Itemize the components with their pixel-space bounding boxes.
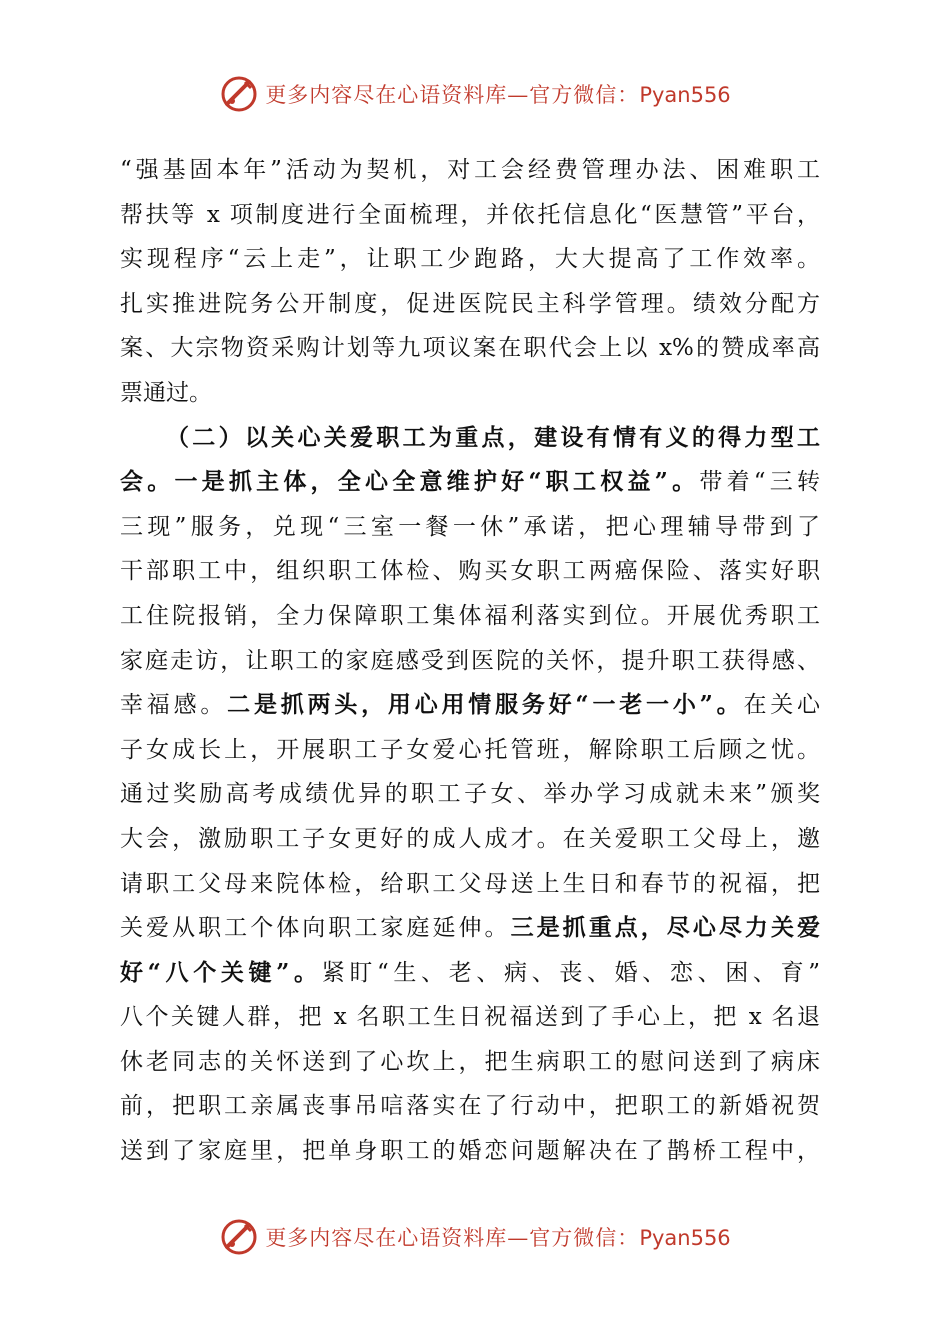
text-line: 休老同志的关怀送到了心坎上，把生病职工的慰问送到了病床 bbox=[120, 1048, 820, 1075]
text-run: 在关心 bbox=[743, 692, 821, 719]
paragraph-2 bbox=[120, 416, 820, 1174]
text-run: 关爱从职工个体向职工家庭延伸。 bbox=[120, 915, 511, 942]
text-line bbox=[120, 906, 820, 951]
section-heading bbox=[120, 416, 820, 461]
text-line: 扎实推进院务公开制度，促进医院民主科学管理。绩效分配方 bbox=[120, 290, 820, 317]
text-line: 请职工父母来院体检，给职工父母送上生日和春节的祝福，把 bbox=[120, 870, 820, 897]
text-run: 带着“三转 bbox=[699, 469, 820, 496]
text-run: 幸福感。 bbox=[120, 692, 228, 719]
banner-text bbox=[265, 1222, 730, 1252]
banner-text bbox=[265, 79, 730, 109]
banner-cn: 更多内容尽在心语资料库—官方微信： bbox=[265, 83, 640, 107]
banner-wechat-id: Pyan556 bbox=[639, 83, 731, 107]
document-body bbox=[120, 148, 820, 1174]
paragraph-1 bbox=[120, 148, 820, 416]
text-run: 紧盯“生、老、病、丧、婚、恋、困、育” bbox=[321, 959, 820, 986]
bold-phrase: 好“八个关键”。 bbox=[120, 958, 322, 986]
banner-cn: 更多内容尽在心语资料库—官方微信： bbox=[265, 1226, 640, 1250]
text-line: 八个关键人群，把 x 名职工生日祝福送到了手心上，把 x 名退 bbox=[120, 1004, 820, 1031]
footer-banner bbox=[0, 1215, 950, 1259]
text-line: 前，把职工亲属丧事吊唁落实在了行动中，把职工的新婚祝贺 bbox=[120, 1093, 820, 1120]
text-line bbox=[120, 683, 820, 728]
text-line: “强基固本年”活动为契机，对工会经费管理办法、困难职工 bbox=[120, 157, 820, 183]
text-line: 实现程序“云上走”，让职工少跑路，大大提高了工作效率。 bbox=[120, 246, 820, 273]
bold-phrase: 会。一是抓主体，全心全意维护好“职工权益”。 bbox=[120, 468, 700, 496]
text-line: 送到了家庭里，把单身职工的婚恋问题解决在了鹊桥工程中， bbox=[120, 1138, 820, 1165]
text-line: 通过奖励高考成绩优异的职工子女、举办学习成就未来”颁奖 bbox=[120, 781, 820, 808]
text-line: 票通过。 bbox=[120, 379, 212, 406]
text-line: 干部职工中，组织职工体检、购买女职工两癌保险、落实好职 bbox=[120, 558, 820, 585]
text-line: 家庭走访，让职工的家庭感受到医院的关怀，提升职工获得感、 bbox=[120, 647, 820, 674]
text-line: 大会，激励职工子女更好的成人成才。在关爱职工父母上，邀 bbox=[120, 825, 820, 852]
text-line: 案、大宗物资采购计划等九项议案在职代会上以 x%的赞成率高 bbox=[120, 335, 820, 362]
text-line: 工住院报销，全力保障职工集体福利落实到位。开展优秀职工 bbox=[120, 602, 820, 629]
pen-seal-icon bbox=[219, 1217, 259, 1257]
heading-text: （二）以关心关爱职工为重点，建设有情有义的得力型工 bbox=[166, 423, 820, 451]
text-line bbox=[120, 460, 820, 505]
text-line: 帮扶等 x 项制度进行全面梳理，并依托信息化“医慧管”平台， bbox=[120, 201, 820, 228]
pen-seal-icon bbox=[219, 74, 259, 114]
bold-phrase: 二是抓两头，用心用情服务好“一老一小”。 bbox=[227, 691, 744, 719]
bold-phrase: 三是抓重点，尽心尽力关爱 bbox=[510, 914, 821, 942]
text-line: 子女成长上，开展职工子女爱心托管班，解除职工后顾之忧。 bbox=[120, 736, 820, 763]
header-banner bbox=[0, 72, 950, 116]
text-line: 三现”服务，兑现“三室一餐一休”承诺，把心理辅导带到了 bbox=[120, 513, 820, 540]
text-line bbox=[120, 951, 820, 996]
banner-wechat-id: Pyan556 bbox=[639, 1226, 731, 1250]
